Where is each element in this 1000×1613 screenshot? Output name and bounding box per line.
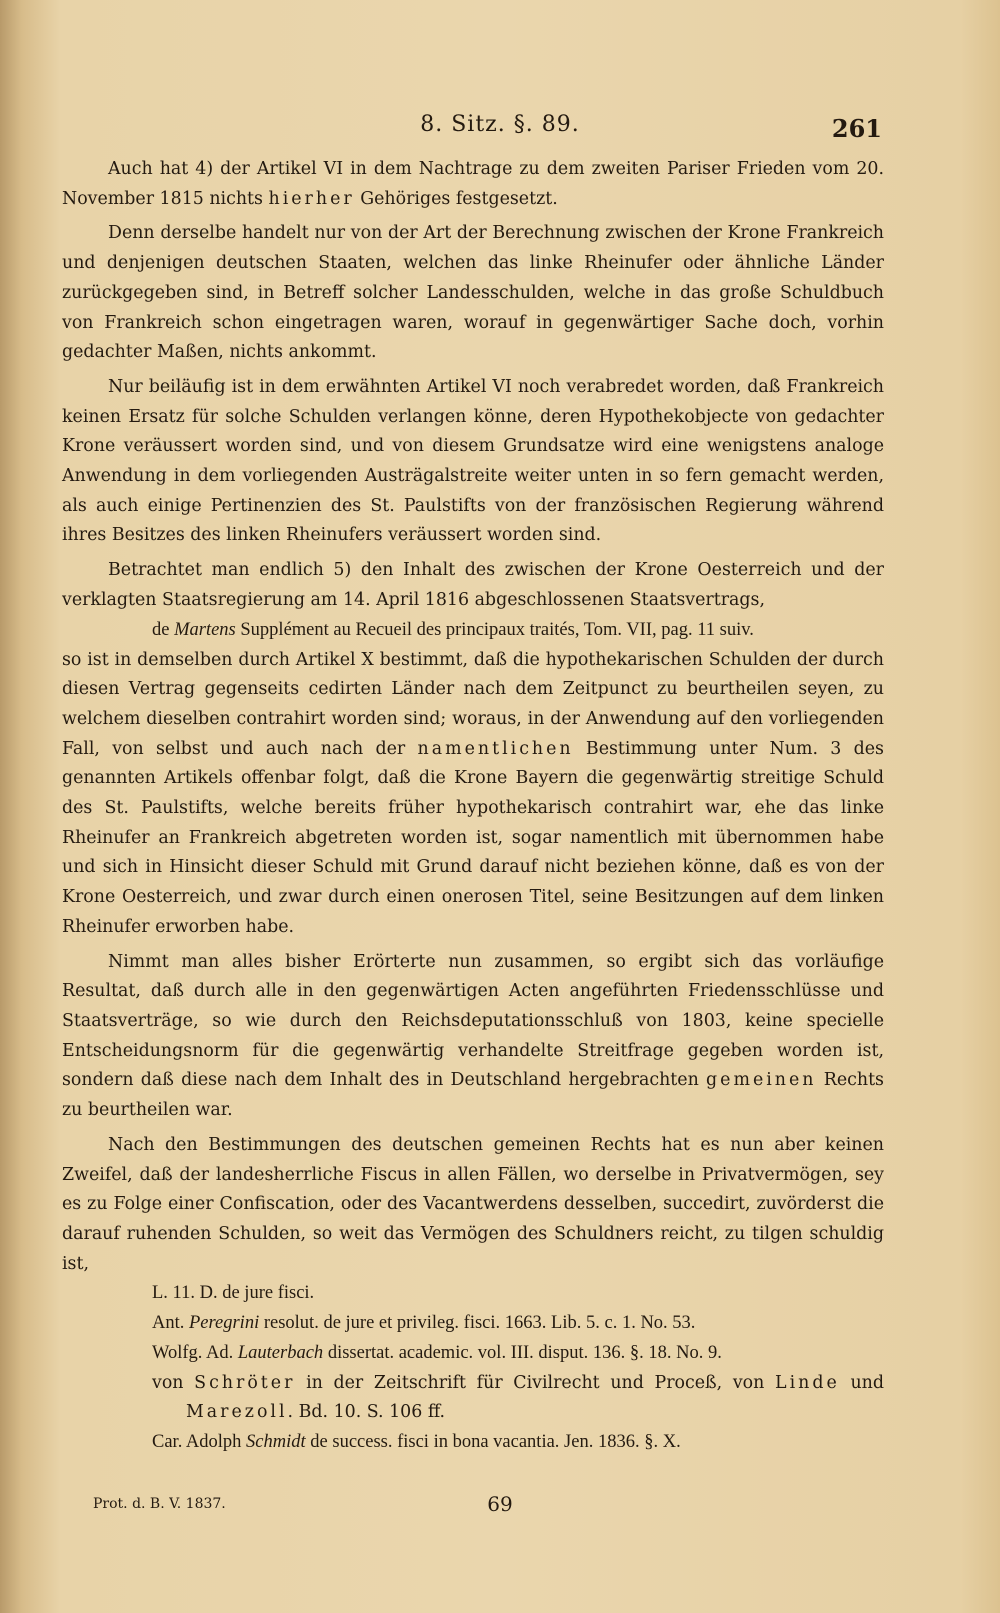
paragraph <box>62 155 884 214</box>
citation-author: Peregrini <box>189 1313 260 1334</box>
citation-author: Schmidt <box>246 1432 306 1453</box>
running-head-title: 8. Sitz. §. 89. <box>420 112 580 137</box>
citation-author: Martens <box>174 619 236 640</box>
paragraph: Betrachtet man endlich 5) den Inhalt des zwischen der Krone Oesterreich und der verklagten Staatsregierung am 14. April 1816 abgeschlossenen Staatsvertrags, <box>62 560 884 610</box>
citation: Car. Adolph Schmidt de success. fisci in bona vacantia. Jen. 1836. §. X. <box>152 1432 681 1453</box>
citation-author: Linde <box>775 1373 840 1394</box>
emphasis-text: namentlichen <box>417 738 574 759</box>
running-head <box>0 112 1000 146</box>
paragraph: Nach den Bestimmungen des deutschen gemeinen Rechts hat es nun aber keinen Zweifel, daß der landesherrliche Fiscus in allen Fällen, wo derselbe in Privatvermögen, sey es zu Folge einer Confiscation, oder des Vacantwerdens desselben, succedirt, zuvörderst die darauf ruhenden Schulden, so weit das Vermögen des Schuldners reicht, zu tilgen schuldig ist, <box>62 1134 884 1274</box>
paragraph: Nur beiläufig ist in dem erwähnten Artikel VI noch verabredet worden, daß Frankreich keinen Ersatz für solche Schulden verlangen könne, deren Hypothekobjecte von gedachter Krone veräussert worden sind, und von diesem Grundsatze wird eine wenigstens analoge Anwendung in dem vorliegenden Austrägalstreite weiter unten in so fern gemacht werden, als auch einige Pertinenzien des St. Paulstifts von der französischen Regierung während ihres Besitzes des linken Rheinufers veräussert worden sind. <box>62 376 884 546</box>
page-footer <box>0 1492 1000 1522</box>
emphasis-text: gemeinen <box>706 1070 817 1091</box>
paragraph-text: Gehöriges festgesetzt. <box>354 188 558 209</box>
body-text <box>62 155 884 1458</box>
citation: de Martens Supplément au Recueil des principaux traités, Tom. VII, pag. 11 suiv. <box>152 619 754 640</box>
citation-author: Marezoll <box>186 1402 288 1423</box>
signature-mark: 69 <box>487 1492 513 1516</box>
citation: Ant. Peregrini resolut. de jure et privileg. fisci. 1663. Lib. 5. c. 1. No. 53. <box>152 1313 696 1334</box>
citation: von Schröter in der Zeitschrift für Civilrecht und Proceß, von Linde und Marezoll. Bd. 10. S. 106 ff. <box>152 1373 884 1423</box>
citation-author: Lauterbach <box>237 1343 324 1364</box>
paragraph: so ist in demselben durch Artikel X bestimmt, daß die hypothekarischen Schulden der durch diesen Vertrag gegenseits cedirten Länder nach dem Zeitpunct zu beurtheilen seyen, zu welchem dieselben contrahirt worden sind; woraus, in der Anwendung auf den vorliegenden Fall, von selbst und auch nach der namentlichen Bestimmung unter Num. 3 des genannten Artikels offenbar folgt, daß die Krone Bayern die gegenwärtig streitige Schuld des St. Paulstifts, welche bereits früher hypothekarisch contrahirt war, ehe das linke Rheinufer an Frankreich abgetreten worden ist, sogar namentlich mit übernommen habe und sich in Hinsicht dieser Schuld mit Grund darauf nicht beziehen könne, daß es von der Krone Oesterreich, und zwar durch einen onerosen Titel, seine Besitzungen auf dem linken Rheinufer erworben habe. <box>62 649 884 937</box>
paragraph-text: Auch hat 4) der Artikel VI in dem Nachtrage zu dem zweiten Pariser Frieden vom 20. November 1815 nichts <box>62 159 884 209</box>
footer-protocol-label: Prot. d. B. V. 1837. <box>93 1496 226 1512</box>
paragraph: Nimmt man alles bisher Erörterte nun zusammen, so ergibt sich das vorläufige Resultat, daß durch alle in den gegenwärtigen Acten angeführten Friedensschlüsse und Staatsverträge, so wie durch den Reichsdeputationsschluß von 1803, keine specielle Entscheidungsnorm für die gegenwärtig verhandelte Streitfrage gegeben worden ist, sondern daß diese nach dem Inhalt des in Deutschland hergebrachten gemeinen Rechts zu beurtheilen war. <box>62 951 884 1121</box>
citation: Wolfg. Ad. Lauterbach dissertat. academic. vol. III. disput. 136. §. 18. No. 9. <box>152 1343 722 1364</box>
citation-author: Schröter <box>194 1373 296 1394</box>
paragraph: Denn derselbe handelt nur von der Art der Berechnung zwischen der Krone Frankreich und denjenigen deutschen Staaten, welchen das linke Rheinufer oder ähnliche Länder zurückgegeben sind, in Betreff solcher Landesschulden, welche in das große Schuldbuch von Frankreich schon eingetragen waren, worauf in gegenwärtiger Sache doch, vorhin gedachter Maßen, nichts ankommt. <box>62 223 884 363</box>
emphasis-text: hierher <box>268 188 355 209</box>
page-number: 261 <box>831 114 882 143</box>
citation: L. 11. D. de jure fisci. <box>152 1283 315 1304</box>
